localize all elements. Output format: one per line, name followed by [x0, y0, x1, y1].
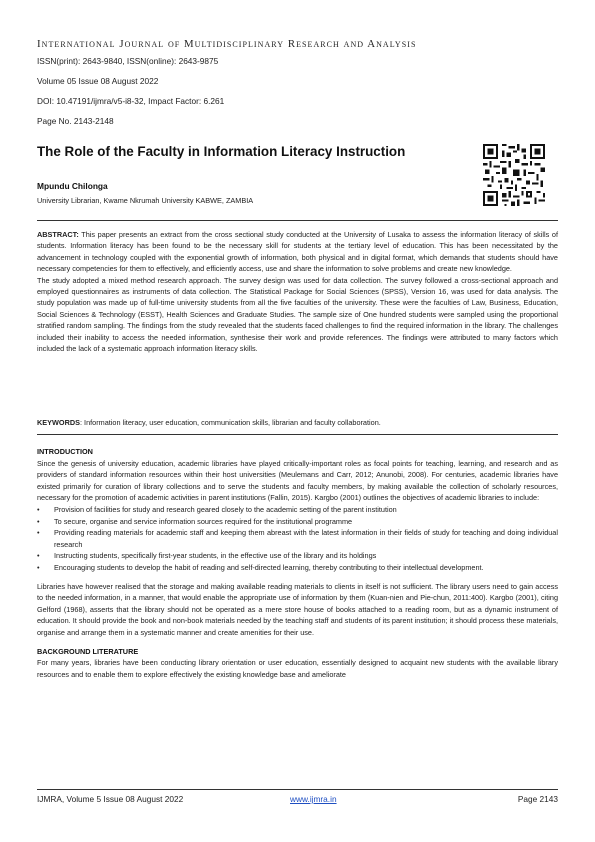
list-item: • Instructing students, specifically first-year students, in the effective use of the library and its holdings — [37, 551, 377, 561]
page-footer — [37, 794, 558, 806]
abstract-label: ABSTRACT: — [37, 230, 79, 239]
background-paragraph: For many years, libraries have been conducting library orientation or user education, essentially designed to acquaint new students with the available library resources and to enable them to explore effectively the existing knowledge base and ameliorate — [37, 658, 558, 679]
page-range-line: Page No. 2143-2148 — [37, 116, 114, 126]
bullet-icon: • — [37, 528, 40, 538]
introduction-paragraph-2: Libraries have however realised that the storage and making available reading materials to clients in itself is not sufficient. The library users need to gain access to the needed information, in a manner, that would enable the appropriate use of information by them (Kuan-nien and Pie-chun, 2011:400). Kargbo (2001), citing Gelford (1968), asserts that the library should not be operated as a mere store house of books attached to a reading room, but as a dynamic instrument of education. It should provide the book and non-book materials needed by the teaching staff and students of its parent institution; it should process these materials, organise and arrange them in a systematic manner and create amenities for their use. — [37, 581, 558, 637]
author-affiliation: University Librarian, Kwame Nkrumah University KABWE, ZAMBIA — [37, 196, 254, 205]
bullet-icon: • — [37, 562, 40, 572]
abstract-paragraph-2: The study adopted a mixed method research approach. The survey design was used for data collection. The survey followed a cross-sectional approach and employed questionnaires as instruments of data collection. The Statistical Package for Social Sciences (SPSS), Version 16, was used for data analysis. The study population was made up of full-time university students from all the five faculties of the university. These were the faculties of Law, Business, Education, Social Sciences & Technology (ESST), Health Sciences and Graduate Studies. The sample size of One hundred students were sampled using the proportional stratified random sampling. The findings from the study revealed that the students faced challenges to find the required information in the library. The challenges included their inability to access the needed information, synthesise their work and provide references. The findings were attributed to many factors which included the lack of a systematic approach information literacy skills. — [37, 275, 558, 354]
list-item: • Provision of facilities for study and research geared closely to the academic setting of the parent institution — [37, 504, 397, 514]
bullet-icon: • — [37, 504, 40, 514]
introduction-paragraph: Since the genesis of university education, academic libraries have played critically-important roles as focal points for teaching, learning, and research and as providers of standard information resources within their host universities (Meulemans and Carr, 2012; Anunobi, 2008). For centuries, academic libraries have existed primarily for curation of library collections and to serve the students and faculty members, by making available the collection of scholarly resources, necessary for the promotion of academic activities in parent institutions (Fallin, 2015). Kargbo (2001) outlines the objectives of academic libraries to include: — [37, 458, 558, 503]
section-divider-bottom — [37, 434, 558, 435]
list-item: • Encouraging students to develop the habit of reading and self-directed learning, thereby contributing to their intellectual development. — [37, 562, 484, 572]
list-item: • Providing reading materials for academic staff and keeping them abreast with the latest information in their fields of study for teaching and doing individual research — [37, 528, 558, 549]
page-number: Page 2143 — [517, 794, 558, 804]
section-divider-top — [37, 220, 558, 221]
background-heading: BACKGROUND LITERATURE — [37, 646, 139, 656]
keywords — [37, 418, 558, 427]
article-title: The Role of the Faculty in Information Literacy Instruction — [37, 144, 406, 159]
qr-code-icon — [483, 144, 545, 206]
introduction-heading: INTRODUCTION — [37, 447, 93, 456]
journal-name: International Journal of Multidisciplinary Research and Analysis — [37, 38, 417, 50]
journal-website-link[interactable]: www.ijmra.in — [290, 794, 337, 804]
footer-citation: IJMRA, Volume 5 Issue 08 August 2022 — [37, 794, 184, 804]
footer-divider — [37, 789, 558, 790]
bullet-icon: • — [37, 551, 40, 561]
abstract — [37, 229, 558, 354]
issn-line: ISSN(print): 2643-9840, ISSN(online): 2643-9875 — [37, 56, 219, 66]
doi-line: DOI: 10.47191/ijmra/v5-i8-32, Impact Factor: 6.261 — [37, 96, 225, 106]
article-body — [37, 446, 558, 680]
abstract-text: This paper presents an extract from the cross sectional study conducted at the University of Lusaka to assess the information literacy of skills of students. Information literacy has been found to be the necessary skill for students at the tertiary level of education. This has been necessitated by the advancement in technology coupled with the exponential growth of information, both physical and in digital format, which demands that students should have necessary competencies for them to effectively, and efficiently access, use and share the information to solve problems and create new knowledge. — [37, 230, 558, 274]
objectives-list — [37, 504, 558, 574]
list-item: • To secure, organise and service information sources required for the institutional programme — [37, 516, 353, 526]
keywords-label: KEYWORDS — [37, 418, 80, 427]
keywords-text: : Information literacy, user education, communication skills, librarian and faculty collaboration. — [79, 418, 381, 427]
bullet-icon: • — [37, 516, 40, 526]
volume-line: Volume 05 Issue 08 August 2022 — [37, 76, 159, 86]
author-name: Mpundu Chilonga — [37, 181, 108, 191]
abstract-paragraph — [37, 229, 558, 275]
